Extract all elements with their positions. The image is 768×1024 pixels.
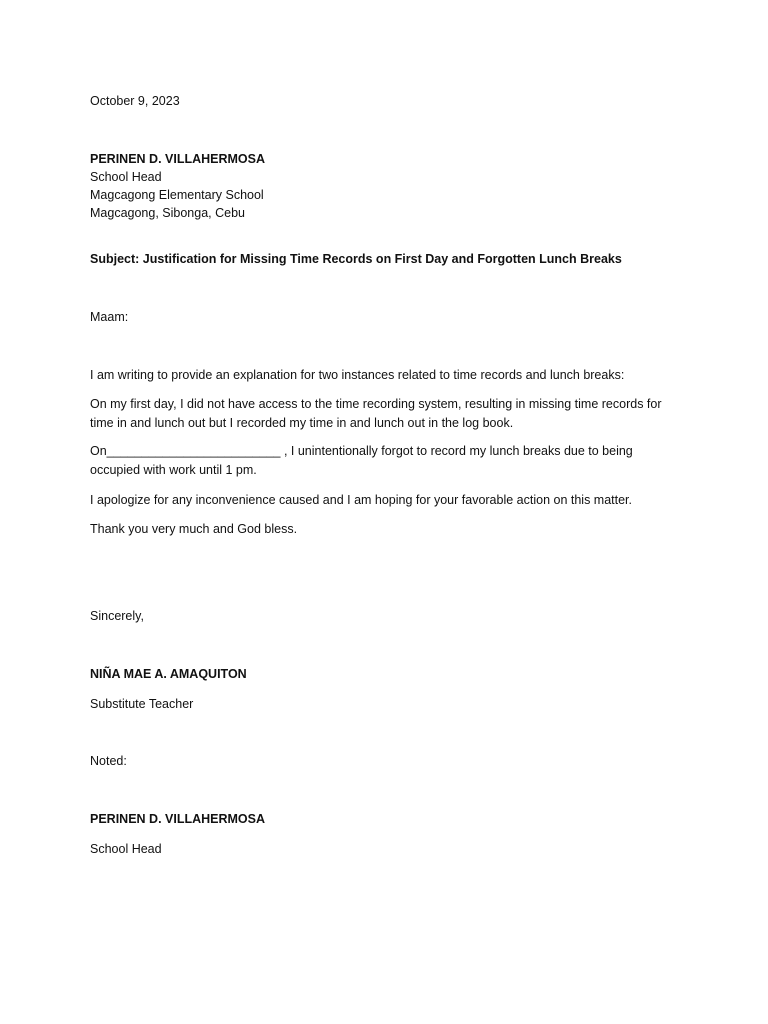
body-apology: I apologize for any inconvenience caused and I am hoping for your favorable action on this matter. [90,493,632,507]
sender-position: Substitute Teacher [90,697,194,711]
recipient-address: Magcagong, Sibonga, Cebu [90,206,245,220]
body-thanks: Thank you very much and God bless. [90,522,298,536]
body-blank-date: On_________________________ , I unintentionally forgot to record my lunch breaks due to being occupied with work until 1 pm. [90,444,633,477]
body-intro: I am writing to provide an explanation for two instances related to time records and lunch breaks: [90,368,625,382]
closing: Sincerely, [90,609,144,623]
salutation: Maam: [90,310,129,324]
letter-date: October 9, 2023 [90,94,180,108]
recipient-position: School Head [90,170,162,184]
subject-line: Subject: Justification for Missing Time Records on First Day and Forgotten Lunch Breaks [90,252,622,266]
noted-label: Noted: [90,754,127,768]
recipient-school: Magcagong Elementary School [90,188,264,202]
sender-name: NIÑA MAE A. AMAQUITON [90,667,247,681]
body-first-day: On my first day, I did not have access to the time recording system, resulting in missing time records for time in and lunch out but I recorded my time in and lunch out in the log book. [90,397,662,430]
noted-name: PERINEN D. VILLAHERMOSA [90,812,266,826]
noted-position: School Head [90,842,162,856]
recipient-name: PERINEN D. VILLAHERMOSA [90,152,266,166]
